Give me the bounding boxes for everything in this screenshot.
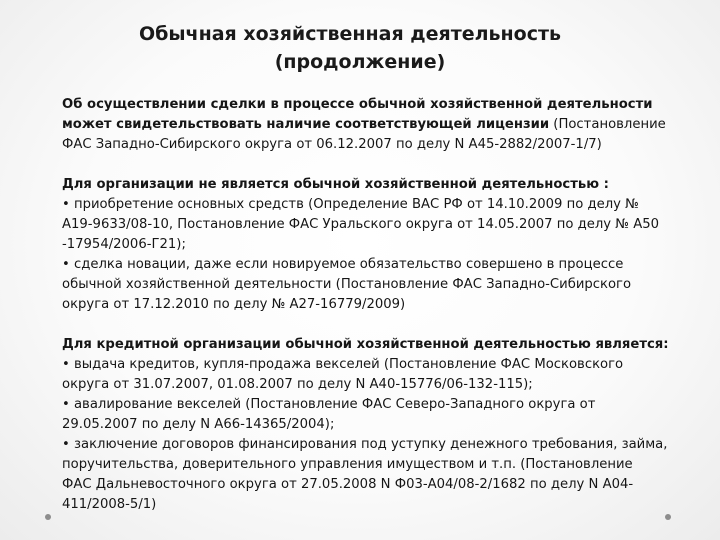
bold-text: Для организации не является обычной хозяйственной деятельностью : — [62, 177, 609, 192]
plain-text: ФАС Западно-Сибирского округа от 06.12.2007 по делу N А45-2882/2007-1/7) — [62, 137, 602, 152]
text-line — [62, 455, 712, 475]
plain-text: обычной хозяйственной деятельности (Постановление ФАС Западно-Сибирского — [62, 277, 632, 292]
plain-text: • сделка новации, даже если новируемое обязательство совершено в процессе — [62, 257, 624, 272]
plain-text: 29.05.2007 по делу N А66-14365/2004); — [62, 417, 335, 432]
paragraph-credit-org — [62, 335, 712, 515]
plain-text: (Постановление — [549, 117, 666, 132]
slide-body — [62, 95, 712, 515]
text-line — [62, 95, 712, 115]
text-line — [62, 335, 712, 355]
text-line — [62, 195, 712, 215]
text-line — [62, 215, 712, 235]
bold-text: Об осуществлении сделки в процессе обычной хозяйственной деятельности — [62, 97, 653, 112]
title-line-2: (продолжение) — [274, 51, 446, 73]
text-line — [62, 135, 712, 155]
text-line — [62, 235, 712, 255]
paragraph-not-ordinary — [62, 175, 712, 315]
plain-text: • приобретение основных средств (Определение ВАС РФ от 14.10.2009 по делу № — [62, 197, 639, 212]
text-line — [62, 355, 712, 375]
slide-corner-dot-right — [665, 514, 671, 520]
plain-text: • авалирование векселей (Постановление ФАС Северо-Западного округа от — [62, 397, 596, 412]
plain-text: ФАС Дальневосточного округа от 27.05.2008 N Ф03-А04/08-2/1682 по делу N А04- — [62, 477, 634, 492]
bold-text: может свидетельствовать наличие соответствующей лицензии — [62, 117, 550, 132]
title-line-1: Обычная хозяйственная деятельность — [138, 23, 562, 45]
plain-text: -17954/2006-Г21); — [62, 237, 186, 252]
text-line — [62, 395, 712, 415]
text-line — [62, 115, 712, 135]
slide-title — [0, 20, 720, 76]
plain-text: 411/2008-5/1) — [62, 497, 157, 512]
plain-text: округа от 17.12.2010 по делу № А27-16779/2009) — [62, 297, 406, 312]
text-line — [62, 435, 712, 455]
text-line — [62, 375, 712, 395]
plain-text: • выдача кредитов, купля-продажа векселей (Постановление ФАС Московского — [62, 357, 624, 372]
slide-corner-dot-left — [45, 514, 51, 520]
paragraph-license — [62, 95, 712, 155]
text-line — [62, 275, 712, 295]
plain-text: • заключение договоров финансирования под уступку денежного требования, займа, — [62, 437, 668, 452]
text-line — [62, 475, 712, 495]
plain-text: поручительства, доверительного управления имуществом и т.п. (Постановление — [62, 457, 633, 472]
text-line — [62, 495, 712, 515]
text-line — [62, 175, 712, 195]
text-line — [62, 255, 712, 275]
text-line — [62, 415, 712, 435]
plain-text: округа от 31.07.2007, 01.08.2007 по делу N А40-15776/06-132-115); — [62, 377, 533, 392]
text-line — [62, 295, 712, 315]
bold-text: Для кредитной организации обычной хозяйственной деятельностью является: — [62, 337, 669, 352]
plain-text: А19-9633/08-10, Постановление ФАС Уральского округа от 14.05.2007 по делу № А50 — [62, 217, 660, 232]
